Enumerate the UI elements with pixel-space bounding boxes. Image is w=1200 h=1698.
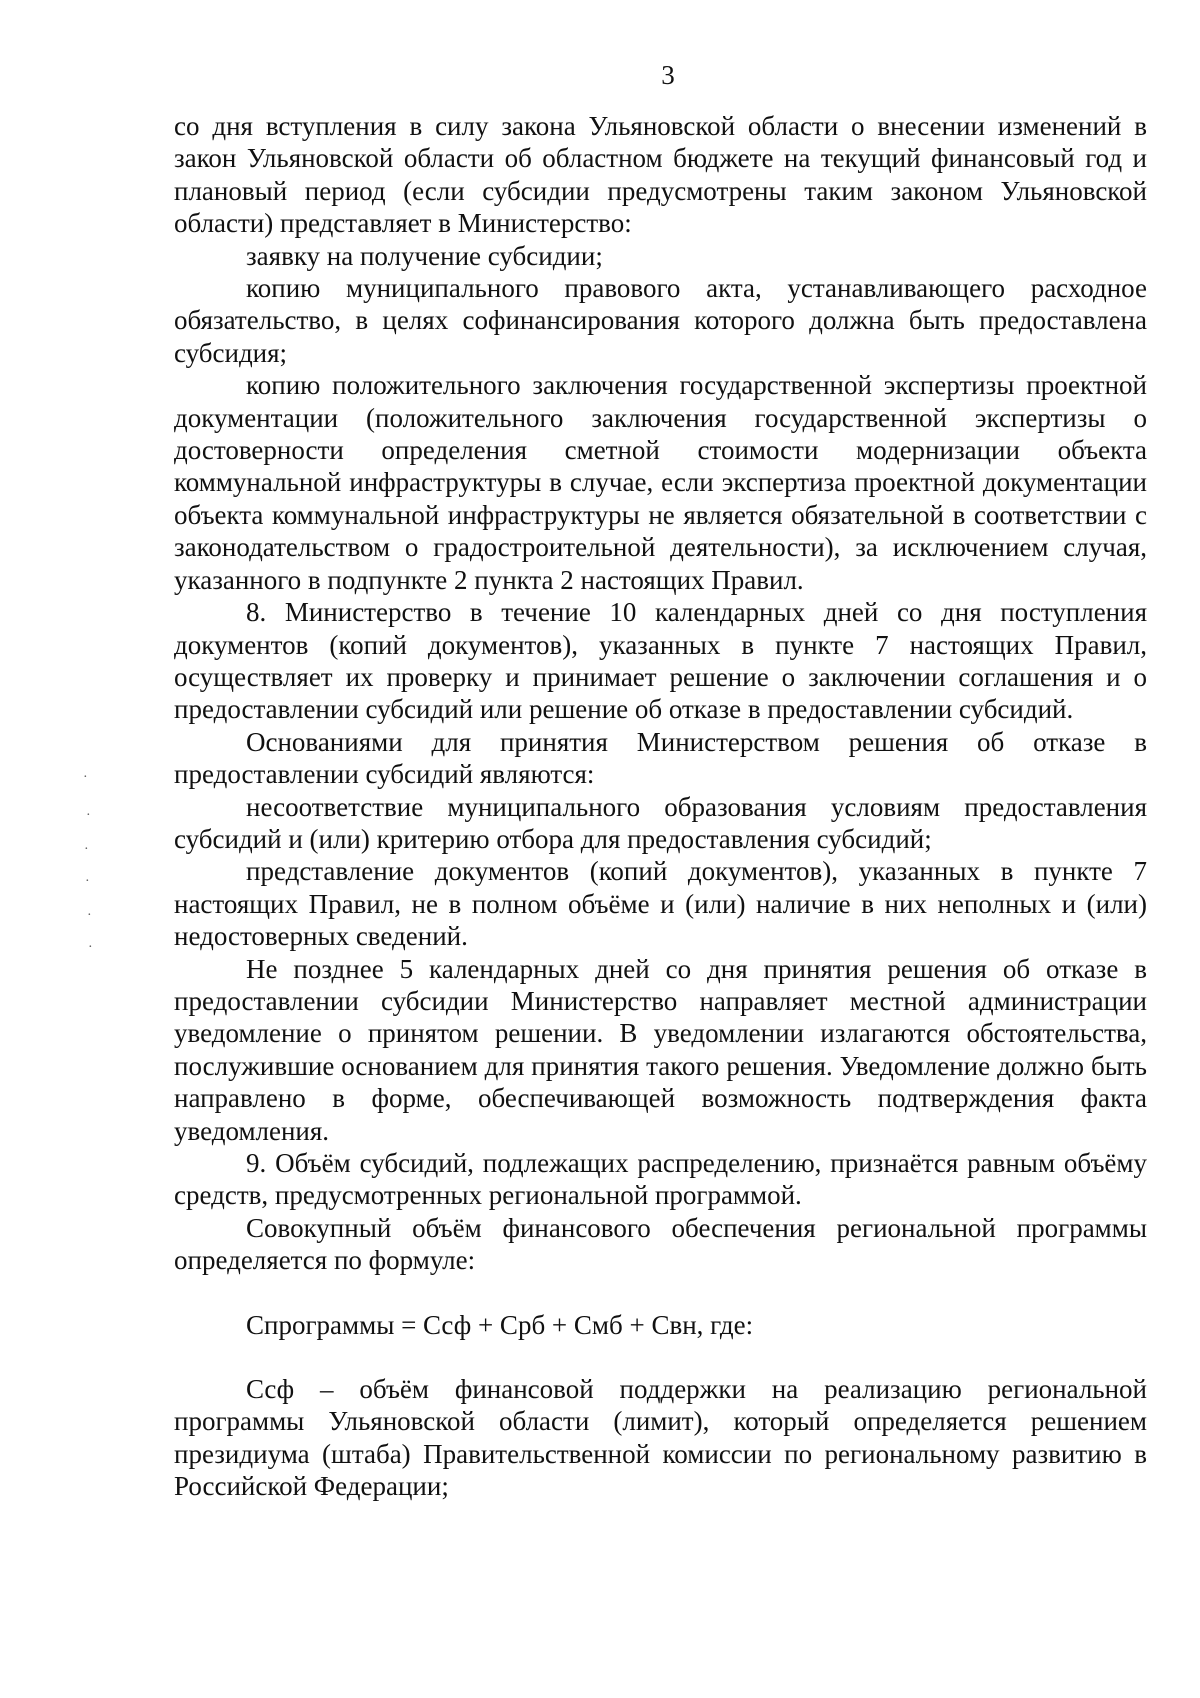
paragraph-noncompliance: несоответствие муниципального образования условиям предоставления субсидий и (или) критерию отбора для предоставления субсидий; — [174, 791, 1147, 854]
paragraph-municipal-act: копию муниципального правового акта, устанавливающего расходное обязательство, в целях софинансирования которого должна быть предоставлена субсидия; — [174, 273, 1147, 368]
scan-artifact-mark: · — [88, 940, 93, 955]
paragraph-definition-ssf: Ссф – объём финансовой поддержки на реализацию региональной программы Ульяновской области (лимит), который определяется решением президиума (штаба) Правительственной комиссии по региональному развитию в Российской Федерации; — [174, 1374, 1147, 1502]
scan-artifact-mark: · — [84, 842, 89, 857]
scan-artifact-mark: · — [86, 808, 91, 823]
paragraph-notification: Не позднее 5 календарных дней со дня принятия решения об отказе в предоставлении субсидии Министерство направляет местной администрации уведомление о принятом решении. В уведомлении излагаются обстоятельства, послужившие основанием для принятия такого решения. Уведомление должно быть направлено в форме, обеспечивающей возможность подтверждения факта уведомления. — [174, 953, 1147, 1146]
scan-artifact-mark: · — [83, 770, 88, 785]
page-number: 3 — [661, 60, 675, 90]
paragraph-incomplete-documents: представление документов (копий документов), указанных в пункте 7 настоящих Правил, не в полном объёме и (или) наличие в них неполных и (или) недостоверных сведений. — [174, 856, 1147, 952]
scan-artifact-mark: · — [87, 908, 92, 923]
paragraph-application: заявку на получение субсидии; — [246, 240, 603, 271]
paragraph-expertise: копию положительного заключения государственной экспертизы проектной документации (положительного заключения государственной экспертизы о достоверности определения сметной стоимости модернизации объекта коммунальной инфраструктуры в случае, если экспертиза проектной документации объекта коммунальной инфраструктуры не является обязательной в соответствии с законодательством о градостроительной деятельности), за исключением случая, указанного в подпункте 2 пункта 2 настоящих Правил. — [174, 370, 1147, 595]
paragraph-item-9: 9. Объём субсидий, подлежащих распределению, признаётся равным объёму средств, предусмотренных региональной программой. — [174, 1148, 1147, 1211]
paragraph-refusal-grounds: Основаниями для принятия Министерством решения об отказе в предоставлении субсидий являются: — [174, 726, 1147, 790]
paragraph-submission-intro: со дня вступления в силу закона Ульяновской области о внесении изменений в закон Ульяновской области об областном бюджете на текущий финансовый год и плановый период (если субсидии предусмотрены таким законом Ульяновской области) представляет в Министерство: — [174, 111, 1147, 239]
paragraph-formula-intro: Совокупный объём финансового обеспечения региональной программы определяется по формуле: — [174, 1212, 1147, 1276]
paragraph-item-8: 8. Министерство в течение 10 календарных дней со дня поступления документов (копий документов), указанных в пункте 7 настоящих Правил, осуществляет их проверку и принимает решение о заключении соглашения и о предоставлении субсидий или решение об отказе в предоставлении субсидий. — [174, 597, 1147, 725]
scan-artifact-mark: · — [85, 874, 90, 889]
formula: Спрограммы = Ссф + Срб + Смб + Свн, где: — [246, 1309, 754, 1340]
document-body — [174, 110, 1147, 1503]
